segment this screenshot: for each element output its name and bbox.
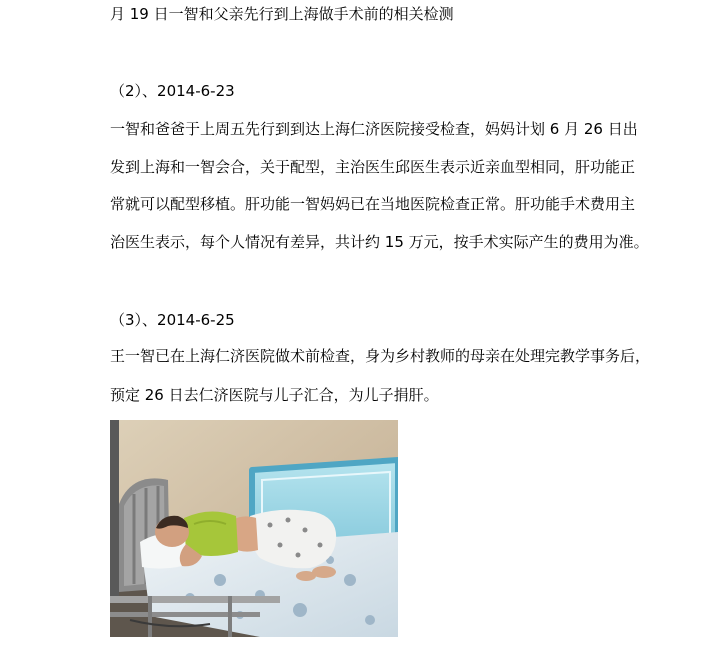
paragraph-line: 预定 26 日去仁济医院与儿子汇合，为儿子捐肝。 <box>110 386 439 404</box>
paragraph-line: 常就可以配型移植。肝功能一智妈妈已在当地医院检查正常。肝功能手术费用主 <box>110 195 636 213</box>
paragraph-line: 治医生表示，每个人情况有差异，共计约 15 万元，按手术实际产生的费用为准。 <box>110 232 649 251</box>
section-heading: （2）、2014-6-23 <box>110 82 235 100</box>
section-heading: （3）、2014-6-25 <box>110 311 235 329</box>
bed-pole <box>110 420 119 600</box>
section-paragraph <box>110 111 649 261</box>
paragraph-line: 发到上海和一智会合，关于配型，主治医生邱医生表示近亲血型相同，肝功能正 <box>110 157 636 176</box>
paragraph-line: 一智和爸爸于上周五先行到到达上海仁济医院接受检查，妈妈计划 6 月 26 日出 <box>110 120 638 138</box>
photo-illustration <box>110 420 398 637</box>
photo <box>110 420 398 637</box>
intro-line: 月 19 日一智和父亲先行到上海做手术前的相关检测 <box>110 5 454 23</box>
paragraph-line: 王一智已在上海仁济医院做术前检查，身为乡村教师的母亲在处理完教学事务后， <box>110 347 651 365</box>
section-paragraph <box>110 337 650 415</box>
